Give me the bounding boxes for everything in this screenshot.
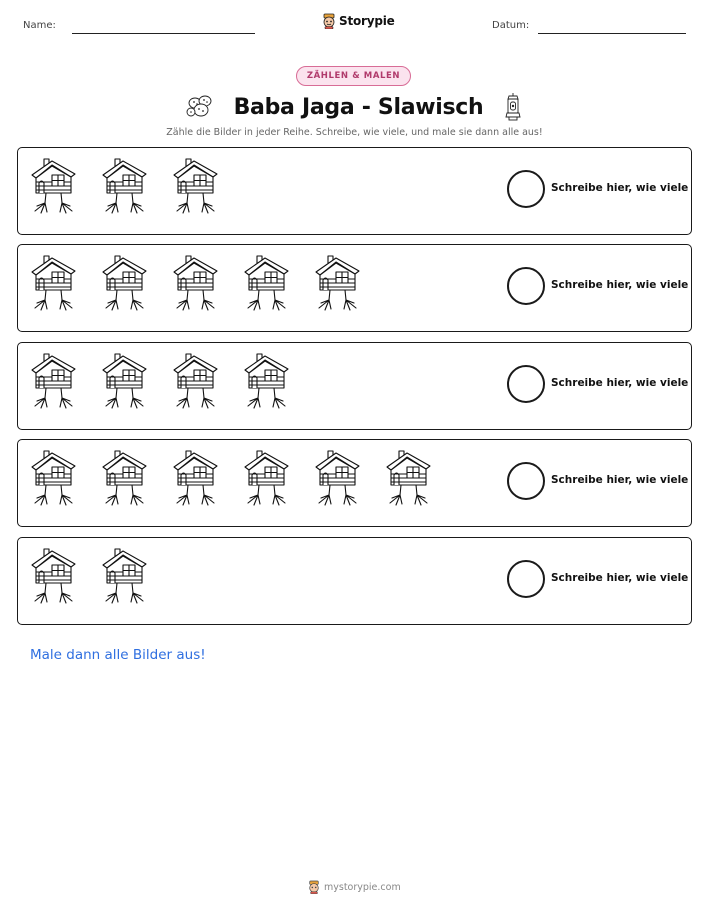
answer-circle[interactable] bbox=[507, 462, 545, 500]
answer-label: Schreibe hier, wie viele bbox=[551, 572, 689, 584]
lantern-icon bbox=[503, 92, 523, 122]
storypie-mascot-icon bbox=[322, 13, 336, 29]
answer-circle[interactable] bbox=[507, 365, 545, 403]
chicken-leg-hut-icon bbox=[243, 449, 293, 509]
item-group bbox=[30, 352, 293, 412]
name-line[interactable] bbox=[72, 33, 255, 34]
item-group bbox=[30, 547, 151, 607]
count-row-4 bbox=[17, 439, 692, 527]
chicken-leg-hut-icon bbox=[172, 254, 222, 314]
page-title: Baba Jaga - Slawisch bbox=[233, 94, 484, 120]
answer-circle[interactable] bbox=[507, 170, 545, 208]
item-group bbox=[30, 254, 364, 314]
count-row-5 bbox=[17, 537, 692, 625]
footer bbox=[308, 880, 401, 894]
chicken-leg-hut-icon bbox=[172, 449, 222, 509]
chicken-leg-hut-icon bbox=[101, 449, 151, 509]
chicken-leg-hut-icon bbox=[30, 547, 80, 607]
count-row-2 bbox=[17, 244, 692, 332]
name-label: Name: bbox=[23, 20, 56, 31]
count-row-3 bbox=[17, 342, 692, 430]
chicken-leg-hut-icon bbox=[101, 352, 151, 412]
chicken-leg-hut-icon bbox=[30, 254, 80, 314]
chicken-leg-hut-icon bbox=[172, 157, 222, 217]
answer-label: Schreibe hier, wie viele bbox=[551, 474, 689, 486]
answer-label: Schreibe hier, wie viele bbox=[551, 377, 689, 389]
chicken-leg-hut-icon bbox=[101, 157, 151, 217]
footer-url: mystorypie.com bbox=[324, 881, 401, 893]
chicken-leg-hut-icon bbox=[243, 352, 293, 412]
answer-label: Schreibe hier, wie viele bbox=[551, 182, 689, 194]
chicken-leg-hut-icon bbox=[101, 547, 151, 607]
date-line[interactable] bbox=[538, 33, 686, 34]
answer-label: Schreibe hier, wie viele bbox=[551, 279, 689, 291]
chicken-leg-hut-icon bbox=[30, 449, 80, 509]
chicken-leg-hut-icon bbox=[314, 254, 364, 314]
brand-name: Storypie bbox=[339, 14, 395, 28]
item-group bbox=[30, 449, 435, 509]
instructions-subtitle: Zähle die Bilder in jeder Reihe. Schreibe, wie viele, und male sie dann alle aus! bbox=[166, 127, 543, 138]
answer-circle[interactable] bbox=[507, 560, 545, 598]
mushroom-cluster-icon bbox=[186, 94, 214, 120]
count-row-1 bbox=[17, 147, 692, 235]
coloring-instruction: Male dann alle Bilder aus! bbox=[30, 647, 206, 663]
chicken-leg-hut-icon bbox=[385, 449, 435, 509]
category-badge: ZÄHLEN & MALEN bbox=[296, 66, 411, 86]
answer-circle[interactable] bbox=[507, 267, 545, 305]
storypie-mascot-icon bbox=[308, 880, 320, 894]
chicken-leg-hut-icon bbox=[30, 352, 80, 412]
chicken-leg-hut-icon bbox=[314, 449, 364, 509]
chicken-leg-hut-icon bbox=[101, 254, 151, 314]
date-label: Datum: bbox=[492, 20, 530, 31]
title-row bbox=[0, 92, 709, 122]
chicken-leg-hut-icon bbox=[243, 254, 293, 314]
item-group bbox=[30, 157, 222, 217]
brand-logo bbox=[322, 13, 395, 29]
chicken-leg-hut-icon bbox=[172, 352, 222, 412]
chicken-leg-hut-icon bbox=[30, 157, 80, 217]
